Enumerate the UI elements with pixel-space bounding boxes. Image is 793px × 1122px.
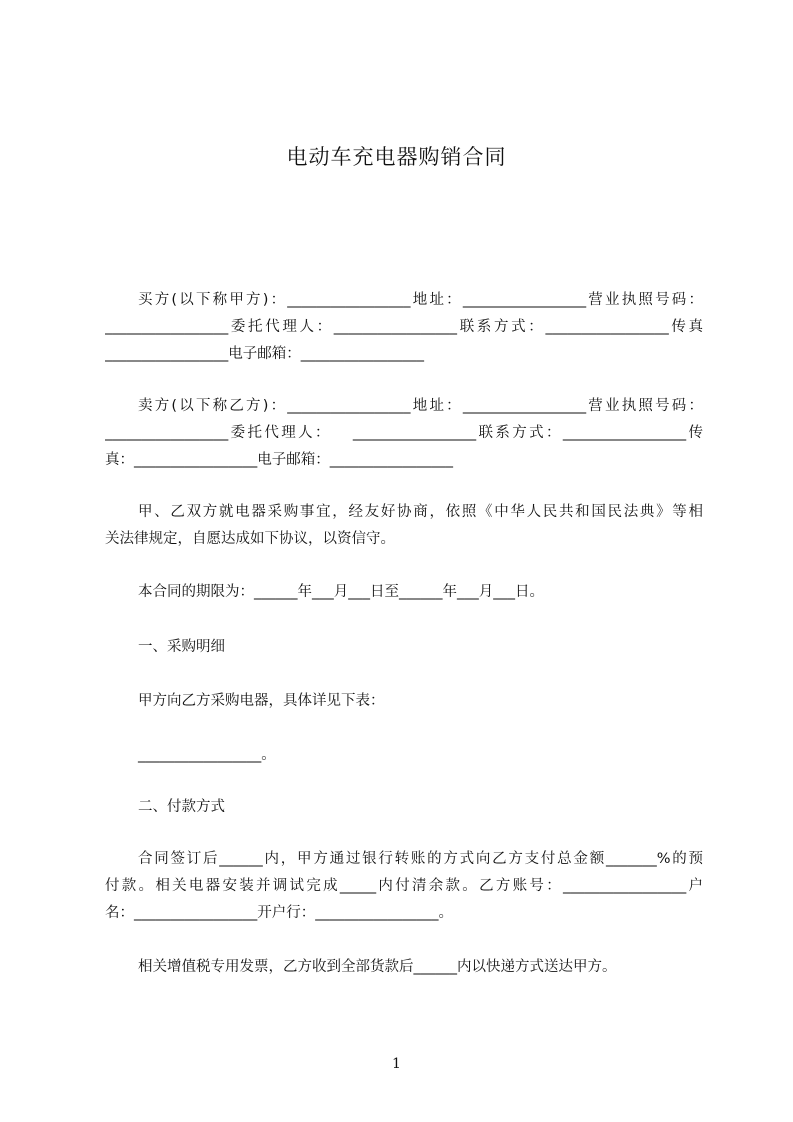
term-paragraph [105, 579, 703, 606]
buyer-info [105, 287, 703, 368]
section-2-heading: 二、付款方式 [138, 799, 225, 815]
section-1-blank-block [105, 742, 703, 769]
page-number: 1 [392, 1056, 401, 1072]
seller-line-2: _________________委托代理人： _________________联系方式：_________________传 [105, 425, 703, 441]
term-line: 本合同的期限为：______年___月___日至______年___月___日。 [138, 584, 544, 600]
section-1-heading-block [105, 634, 703, 661]
section-1-text: 甲方向乙方采购电器，具体详见下表： [138, 693, 385, 709]
section-1-heading: 一、采购明细 [138, 639, 225, 655]
payment-line-3: 名：_________________开户行：_________________。 [105, 905, 453, 921]
document-title: 电动车充电器购销合同 [286, 145, 507, 169]
invoice-paragraph [105, 954, 703, 981]
seller-info [105, 393, 703, 474]
invoice-line: 相关增值税专用发票，乙方收到全部货款后______内以快递方式送达甲方。 [138, 959, 617, 975]
buyer-line-1: 买方(以下称甲方)：_________________地址：_________________营业执照号码： [138, 292, 703, 308]
section-2-heading-block [105, 794, 703, 821]
intro-line-2: 关法律规定，自愿达成如下协议，以资信守。 [105, 531, 395, 547]
seller-line-1: 卖方(以下称乙方)：_________________地址：_________________营业执照号码： [138, 398, 703, 414]
payment-line-2: 付款。相关电器安装并调试完成_____内付清余款。乙方账号：_________________户 [105, 878, 703, 894]
intro-paragraph [105, 499, 703, 553]
section-1-text-block [105, 688, 703, 715]
payment-paragraph [105, 846, 703, 927]
section-1-blank: _________________。 [138, 747, 276, 763]
seller-line-3: 真：_________________电子邮箱：_________________ [105, 452, 453, 468]
intro-line-1: 甲、乙双方就电器采购事宜，经友好协商，依照《中华人民共和国民法典》等相 [138, 504, 703, 520]
payment-line-1: 合同签订后______内，甲方通过银行转账的方式向乙方支付总金额_______%的预 [138, 851, 703, 867]
buyer-line-3: _________________电子邮箱：_________________ [105, 346, 424, 362]
buyer-line-2: _________________委托代理人：_________________联系方式：_________________传真 [105, 319, 703, 335]
